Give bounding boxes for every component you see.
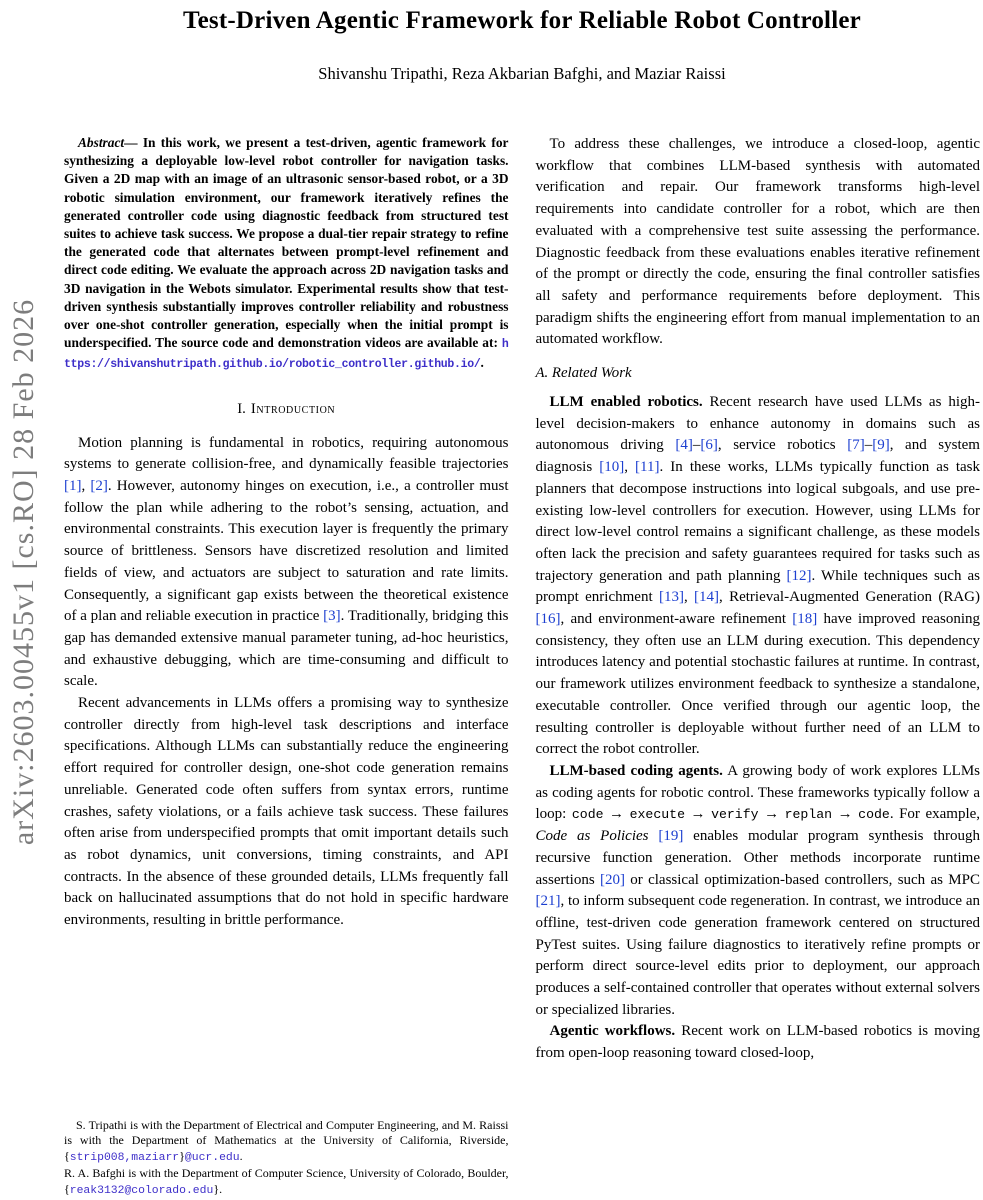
text-run: → (832, 806, 859, 823)
text-run: S. Tripathi is with the Department of Electrical and Computer Engineering, and M. Raissi is with the Department of Mathematics at the University of California, Riverside, { (64, 1117, 509, 1163)
right-column (536, 134, 981, 1200)
text-run: code (858, 807, 890, 823)
text-run: LLM-based coding agents. (549, 762, 723, 779)
text-run (649, 828, 659, 844)
left-column (64, 134, 509, 1200)
section-title: Introduction (250, 400, 336, 417)
citation-link[interactable]: [19] (658, 828, 684, 845)
text-run: . (239, 1148, 243, 1163)
url-link[interactable]: https://shivanshutripath.github.io/robotic_controller.github.io/ (64, 338, 509, 372)
text-run: . However, autonomy hinges on execution, i.e., a controller must follow the plan while adhering to the robot’s sensing, actuation, and environmental constraints. This execution layer is frequently the primary source of brittleness. Sensors have discretized resolution and limited fields of view, and actuators are subject to saturation and rate limits. Consequently, a significant gap exists between the theoretical existence of a plan and reliable execution in practice (64, 478, 509, 625)
citation-link[interactable]: [16] (535, 611, 561, 628)
text-run: . (480, 355, 484, 371)
intro-paragraph-2 (64, 693, 509, 932)
text-run: – (864, 437, 873, 454)
agentic-workflows-paragraph (536, 1021, 981, 1064)
text-run: – (692, 437, 701, 454)
email-link[interactable]: reak3132@colorado.edu (69, 1184, 214, 1197)
text-run: Recent research have used LLMs as high-level decision-makers to enhance autonomy in domains such as autonomous driving (535, 394, 980, 454)
arxiv-watermark: arXiv:2603.00455v1 [cs.RO] 28 Feb 2026 (7, 298, 40, 846)
text-run: , and environment-aware refinement (560, 611, 793, 628)
email-link[interactable]: strip008,maziarr (69, 1151, 180, 1164)
text-run: Recent advancements in LLMs offers a promising way to synthesize controller directly from high-level task descriptions and interface specifications. Although LLMs can substantially reduce the engineering effort required for controller design, one-shot code generation remains unreliable. Generated code often suffers from syntax errors, runtime crashes, safety violations, or a fails achieve task success. These failures often arise from underspecified prompts that omit important details such as robot dynamics, unit conversions, timing constraints, and API contracts. In the absence of these grounded details, LLMs frequently fall back on hallucinated assumptions that do not hold in specific hardware environments, resulting in brittle performance. (64, 695, 509, 929)
citation-link[interactable]: [4] (675, 437, 693, 454)
citation-link[interactable]: [18] (792, 611, 818, 628)
author-footnote-2 (64, 1166, 509, 1199)
text-run: replan (784, 807, 833, 823)
paper-text-block (64, 0, 980, 1200)
citation-link[interactable]: [7] (847, 437, 865, 454)
text-run: To address these challenges, we introduce a closed-loop, agentic workflow that combines LLM-based synthesis with automated verification and repair. Our framework transforms high-level requirements into candidate controller for a robot, which are then evaluated with a comprehensive test suite assessing the performance. Diagnostic feedback from these evaluations enables iterative refinement of the prompt or directly the code, ensuring the final controller satisfies all safety and performance requirements before deployment. This paradigm shifts the engineering effort from manual implementation to an automated workflow. (535, 136, 980, 348)
text-run: LLM enabled robotics. (549, 394, 703, 411)
text-run: → (758, 806, 785, 823)
citation-link[interactable]: [12] (786, 567, 812, 584)
text-run: Recent work on LLM-based robotics is moving from open-loop reasoning toward closed-loop, (535, 1023, 980, 1062)
closed-loop-paragraph (536, 134, 981, 351)
citation-link[interactable]: [2] (90, 478, 108, 495)
text-run: have improved reasoning consistency, they often use an LLM during execution. This dependency introduces latency and potential stochastic failures at runtime. In contrast, our framework utilizes environment feedback to synthesize a standalone, executable controller. Once verified through our agentic loop, the resulting controller is deployable without further need of an LLM to correct the robot controller. (535, 611, 980, 758)
llm-enabled-robotics-paragraph (536, 392, 981, 761)
text-run: , and system diagnosis (535, 437, 980, 476)
citation-link[interactable]: [10] (599, 459, 625, 476)
text-run: . While techniques such as prompt enrichment (535, 567, 980, 606)
abstract-paragraph (64, 134, 509, 375)
citation-link[interactable]: [21] (535, 893, 561, 910)
text-run: A growing body of work explores LLMs as coding agents for robotic control. These frameworks typically follow a loop: (535, 762, 980, 823)
text-run: Motion planning is fundamental in robotics, requiring autonomous systems to generate collision-free, and dynamically feasible trajectories (64, 434, 509, 473)
text-run: }. (213, 1181, 223, 1196)
section-number: I. (237, 400, 246, 417)
text-run: or classical optimization-based controllers, such as MPC (624, 871, 980, 888)
llm-coding-agents-paragraph (536, 761, 981, 1021)
citation-link[interactable]: [11] (635, 459, 660, 476)
text-run: , (624, 459, 636, 476)
citation-link[interactable]: [1] (64, 478, 82, 495)
author-footnotes (64, 1118, 509, 1199)
intro-paragraph-1 (64, 433, 509, 693)
paper-authors: Shivanshu Tripathi, Reza Akbarian Bafghi, and Maziar Raissi (318, 64, 726, 83)
text-run: , to inform subsequent code regeneration. In contrast, we introduce an offline, test-driven code generation framework centered on structured PyTest suites. Using failure diagnostics to iteratively refine prompts or perform direct source-level edits prior to deployment, our approach produces a self-contained controller that operates without external solvers or specialized libraries. (535, 893, 980, 1018)
text-run: Abstract (78, 135, 125, 150)
paper-title: Test-Driven Agentic Framework for Reliable Robot Controller (183, 7, 861, 34)
text-run: , Retrieval-Augmented Generation (RAG) (719, 589, 980, 606)
text-run: execute (629, 807, 685, 823)
text-run: , (683, 589, 695, 606)
section-heading-introduction (64, 399, 509, 419)
text-run: verify (711, 807, 759, 823)
text-run: enables modular program synthesis through recursive function generation. Other methods incorporate runtime assertions (535, 828, 980, 888)
text-run: , service robotics (717, 437, 848, 454)
citation-link[interactable]: [3] (323, 608, 341, 625)
author-footnote-1 (64, 1118, 509, 1166)
text-run: . Traditionally, bridging this gap has demanded extensive manual parameter tuning, ad-hoc heuristics, and exhaustive debugging, which are time-consuming and difficult to scale. (64, 608, 509, 690)
citation-link[interactable]: [13] (658, 589, 684, 606)
two-column-body (64, 134, 980, 1200)
text-run: → (603, 806, 630, 823)
text-run: R. A. Bafghi is with the Department of Computer Science, University of Colorado, Boulder, { (64, 1166, 509, 1196)
email-link[interactable]: @ucr.edu (184, 1151, 240, 1164)
text-run: — In this work, we present a test-driven, agentic framework for synthesizing a deployable low-level robot controller for navigation tasks. Given a 2D map with an image of an ultrasonic sensor-based robot, or a 3D robotic simulation environment, our framework iteratively refines the generated controller code using diagnostic feedback from structured test suites to achieve task success. We propose a dual-tier repair strategy to refine the generated code that alternates between prompt-level refinement and direct code editing. We evaluate the approach across 2D navigation tasks and 3D navigation in the Webots simulator. Experimental results show that test-driven synthesis substantially improves controller reliability and robustness over one-shot controller generation, especially when the initial prompt is underspecified. The source code and demonstration videos are available at: (64, 135, 509, 351)
citation-link[interactable]: [14] (694, 589, 720, 606)
text-run: code (571, 807, 604, 823)
text-run: . For example, (889, 806, 980, 823)
subsection-heading-related-work: A. Related Work (535, 365, 632, 382)
text-run: } (179, 1148, 185, 1163)
citation-link[interactable]: [20] (599, 871, 625, 888)
text-run: , (81, 478, 91, 495)
text-run: → (685, 806, 712, 823)
citation-link[interactable]: [9] (872, 437, 890, 454)
text-run: Code as Policies (535, 828, 649, 845)
citation-link[interactable]: [6] (700, 437, 718, 454)
text-run: Agentic workflows. (549, 1023, 676, 1040)
text-run: . In these works, LLMs typically function as task planners that decompose instructions into logical subgoals, and use pre-existing low-level controllers for execution. However, using LLMs for direct low-level control remains a significant challenge, as these models often lack the precision and safety guarantees required for tasks such as trajectory generation and path planning (535, 459, 980, 584)
